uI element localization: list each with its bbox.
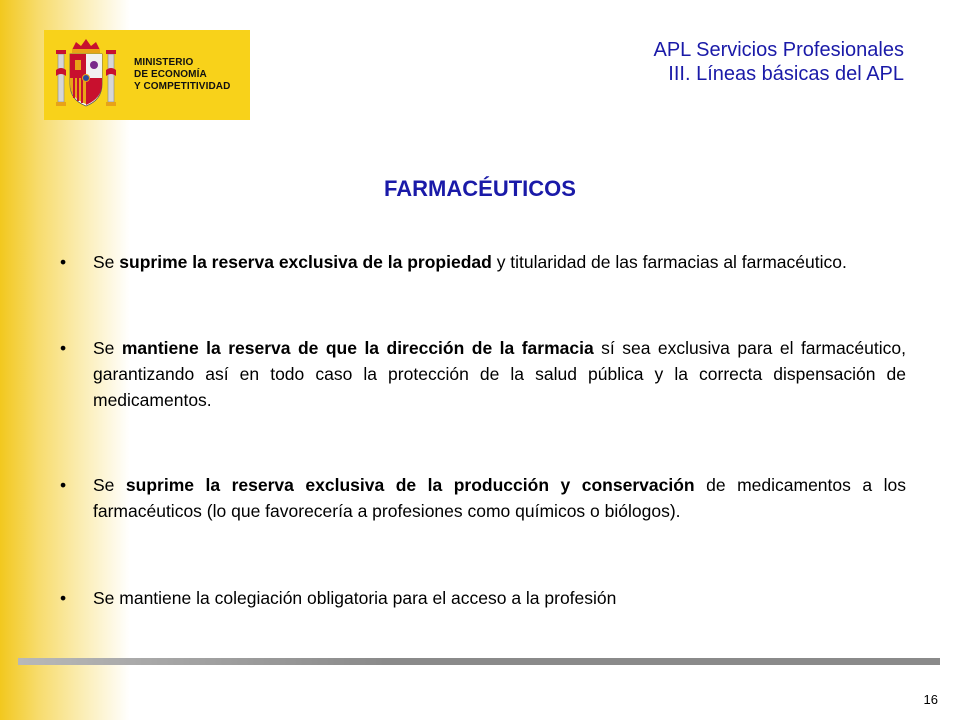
- page-number: 16: [923, 692, 938, 707]
- bullet-symbol: •: [60, 338, 67, 358]
- bullet-symbol: •: [60, 252, 67, 272]
- bullet-text-run: y titularidad de las farmacias al farmacéutico.: [491, 252, 847, 272]
- bullet-item: [60, 585, 906, 611]
- ministry-name-line: DE ECONOMÍA: [134, 69, 207, 80]
- ministry-name: [134, 57, 230, 93]
- slide-title: FARMACÉUTICOS: [384, 176, 576, 201]
- bullet-symbol: •: [60, 475, 67, 495]
- bullet-text-run: Se: [93, 475, 126, 495]
- header-subtitle: III. Líneas básicas del APL: [668, 63, 904, 85]
- bullet-text-run: Se mantiene la colegiación obligatoria para el acceso a la profesión: [93, 588, 617, 608]
- ministry-name-line: Y COMPETITIVIDAD: [134, 81, 231, 92]
- bullet-item: [60, 335, 906, 413]
- bullet-item: [60, 249, 906, 275]
- ministry-name-line: MINISTERIO: [134, 57, 194, 68]
- bullet-text-bold: suprime la reserva exclusiva de la producción y conservación: [125, 475, 695, 495]
- bullet-item: [60, 472, 906, 524]
- bullet-text-bold: suprime la reserva exclusiva de la propiedad: [119, 252, 492, 272]
- bullet-text-run: sí sea exclusiva para el farmacéutico, garantizando así en todo caso la protección de la salud pública y la correcta dispensación de medicamentos.: [93, 338, 906, 410]
- footer-divider: [18, 658, 940, 665]
- bullet-text: [93, 475, 906, 521]
- header-title: APL Servicios Profesionales: [653, 39, 904, 61]
- coat-of-arms-icon: [54, 36, 118, 114]
- bullet-text: [93, 588, 616, 608]
- bullet-text-run: Se: [93, 338, 122, 358]
- bullet-text: [93, 252, 847, 272]
- ministry-logo: [44, 30, 250, 120]
- bullet-text-run: Se: [93, 252, 120, 272]
- bullet-text: [93, 338, 906, 410]
- bullet-text-run: de medicamentos a los farmacéuticos (lo que favorecería a profesiones como químicos o biólogos).: [93, 475, 906, 521]
- bullet-text-bold: mantiene la reserva de que la dirección de la farmacia: [121, 338, 594, 358]
- slide-header: [654, 38, 905, 86]
- bullet-symbol: •: [60, 588, 67, 608]
